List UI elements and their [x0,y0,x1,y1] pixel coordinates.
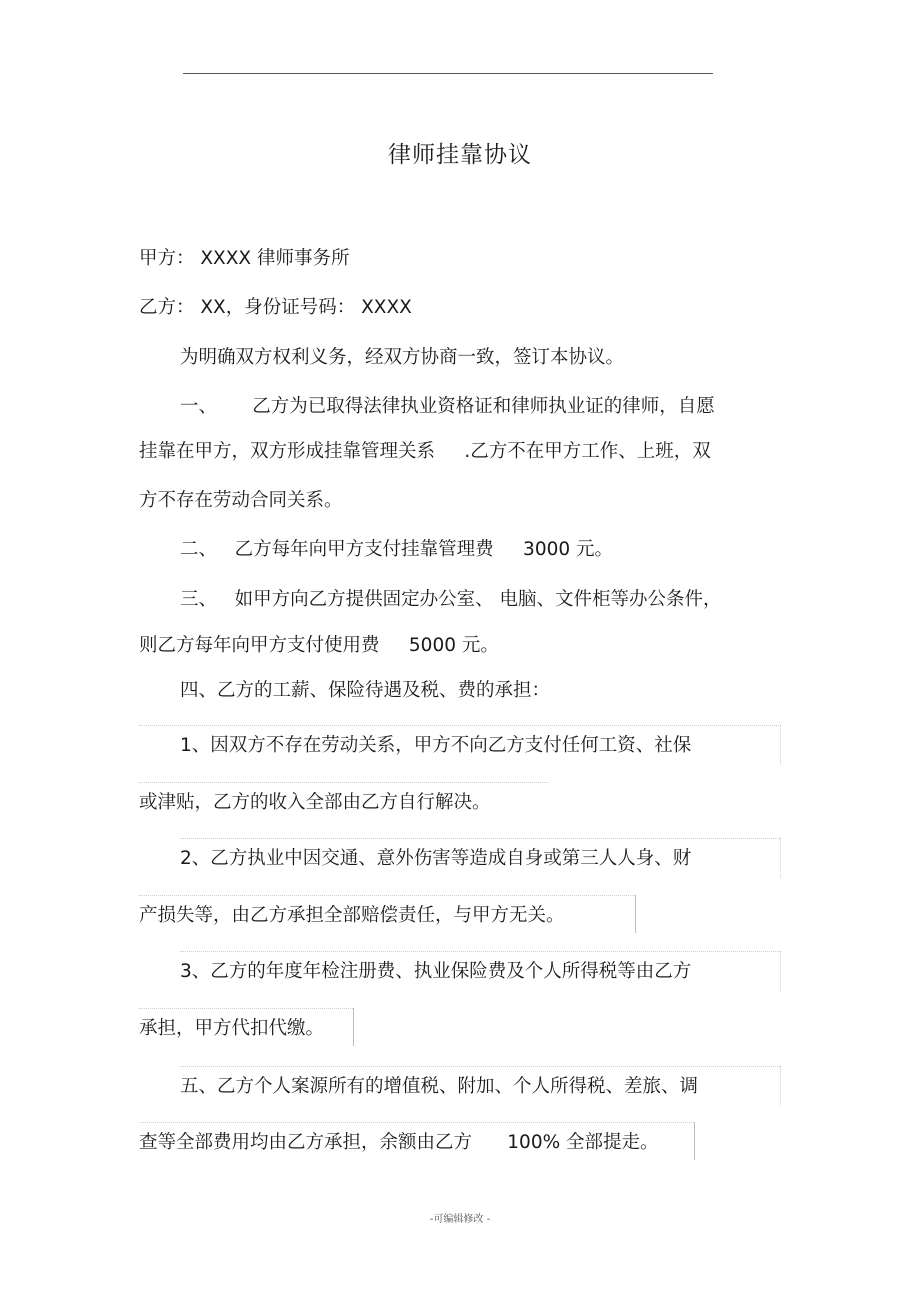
clause-4-item-2-line-1: 2、乙方执业中因交通、意外伤害等造成自身或第三人人身、财 [180,848,692,869]
footer-note: -可编辑修改 - [429,1214,491,1225]
document-title: 律师挂靠协议 [388,142,532,168]
artifact-rule [139,895,635,896]
artifact-rule [780,951,781,991]
clause-1-line-1: 一、 乙方为已取得法律执业资格证和律师执业证的律师，自愿 [180,396,715,417]
clause-1-line-2: 挂靠在甲方，双方形成挂靠管理关系 .乙方不在甲方工作、上班，双 [139,441,711,462]
artifact-rule [180,838,780,839]
artifact-rule [139,1122,694,1123]
clause-3-line-1: 三、 如甲方向乙方提供固定办公室、 电脑、文件柜等办公条件， [180,589,722,610]
clause-2-line: 二、 乙方每年向甲方支付挂靠管理费 3000 元。 [180,539,614,560]
party-b-line: 乙方： XX，身份证号码： XXXX [139,297,412,318]
artifact-rule [180,951,780,952]
clause-5-line-2: 查等全部费用均由乙方承担，余额由乙方 100% 全部提走。 [139,1132,659,1153]
party-a-line: 甲方： XXXX 律师事务所 [139,248,350,269]
clause-3-line-2: 则乙方每年向甲方支付使用费 5000 元。 [139,635,499,656]
artifact-rule [180,1066,780,1067]
artifact-rule [139,782,549,783]
artifact-rule [780,725,781,765]
clause-4-item-1-line-1: 1、因双方不存在劳动关系，甲方不向乙方支付任何工资、社保 [180,735,692,756]
header-rule [183,73,713,74]
clause-4-heading: 四、乙方的工薪、保险待遇及税、费的承担： [180,680,551,701]
clause-5-line-1: 五、乙方个人案源所有的增值税、附加、个人所得税、差旅、调 [180,1076,699,1097]
clause-4-item-3-line-2: 承担，甲方代扣代缴。 [139,1018,325,1039]
clause-1-line-3: 方不存在劳动合同关系。 [139,490,343,511]
clause-4-item-1-line-2: 或津贴，乙方的收入全部由乙方自行解决。 [139,792,491,813]
artifact-rule [780,838,781,878]
artifact-rule [780,1066,781,1106]
artifact-rule [353,1008,354,1046]
artifact-rule [139,725,781,726]
artifact-rule [139,1008,353,1009]
clause-4-item-2-line-2: 产损失等，由乙方承担全部赔偿责任，与甲方无关。 [139,905,565,926]
artifact-rule [694,1122,695,1160]
clause-4-item-3-line-1: 3、乙方的年度年检注册费、执业保险费及个人所得税等由乙方 [180,961,692,982]
artifact-rule [635,895,636,933]
preamble-line: 为明确双方权利义务，经双方协商一致，签订本协议。 [180,347,625,368]
